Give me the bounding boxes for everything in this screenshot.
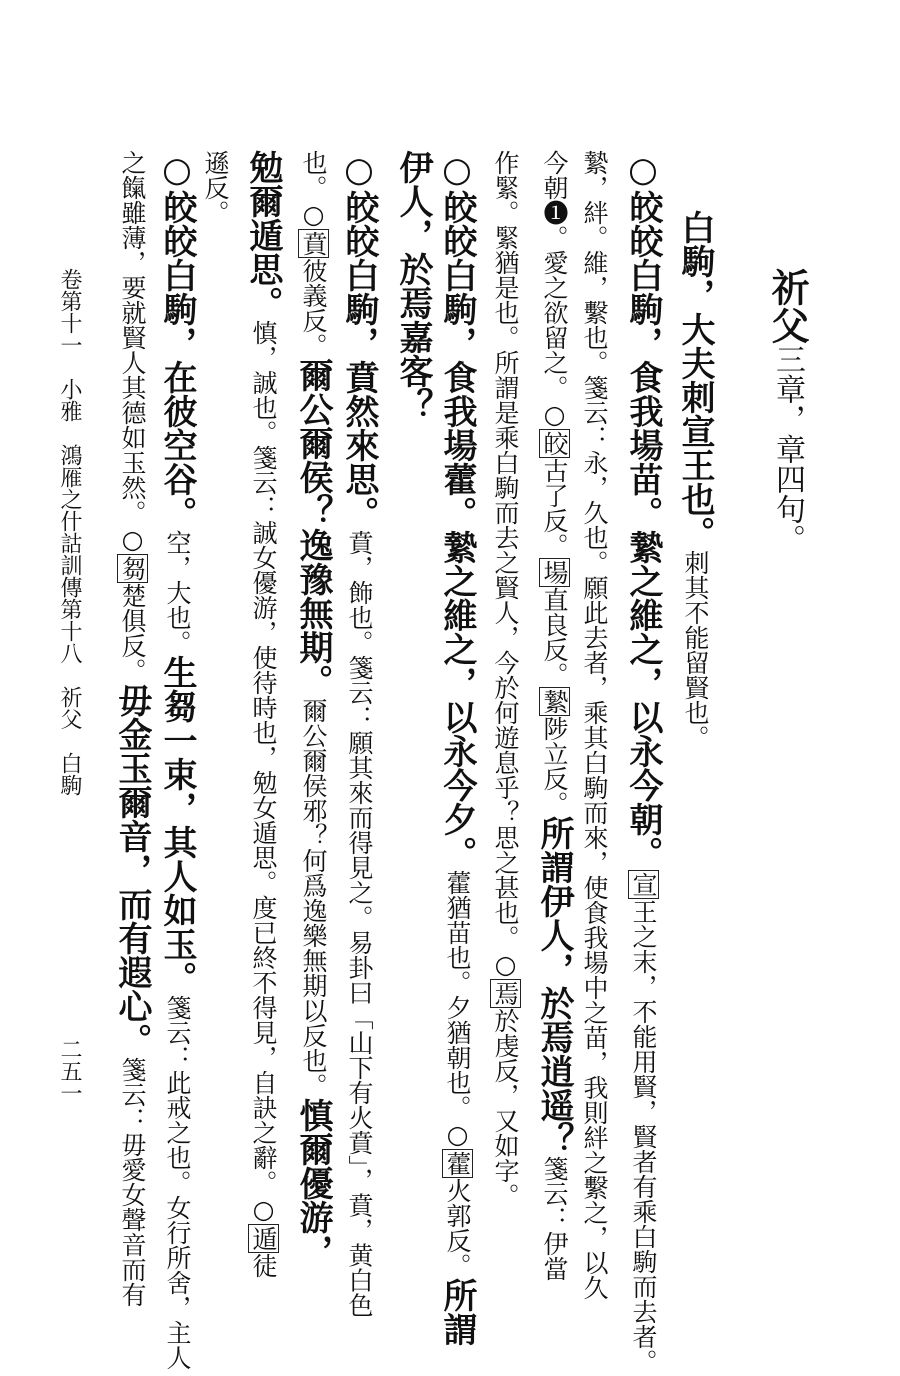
column-text: ○皎皎白駒，在彼空谷。 — [157, 150, 197, 530]
column-text: 箋云：毋愛女聲音而有 — [118, 1057, 147, 1307]
column-text: 爾公爾侯邪？何爲逸樂無期以反也。 — [299, 698, 328, 1098]
boxed-character: 皎 — [540, 431, 569, 456]
text-column-3 — [582, 150, 607, 1300]
boxed-character: 芻 — [118, 556, 147, 581]
column-text: 伊人，於焉嘉客？ — [393, 150, 433, 422]
text-column-7 — [393, 150, 433, 422]
column-text: 爾公爾侯？ — [293, 358, 333, 528]
column-text: 勉爾遁思。 — [243, 150, 283, 320]
column-text: 徒 — [249, 1253, 278, 1278]
column-text: 慎爾優游， — [293, 1098, 333, 1268]
text-column-6 — [437, 150, 477, 1346]
column-text: 縶之維之，以永今朝。 — [623, 530, 663, 870]
column-text: 慎，誠也。箋云：誠女優游，使待時也，勉女遁思。度已終不得見，自訣之辭。○ — [249, 320, 278, 1224]
text-column-12 — [157, 150, 197, 1370]
title-chapters: 三章，章四句。 — [770, 344, 805, 554]
text-column-4 — [534, 150, 574, 1281]
column-text: 火郭反。 — [443, 1178, 472, 1278]
column-text: 古了反。 — [540, 458, 569, 558]
column-text: 箋云：此戒之也。女行所舍，主人 — [163, 995, 192, 1370]
column-text: 賁，飾也。箋云：願其來而得見之。易卦曰「山下有火賁」，賁，黄白色 — [345, 530, 374, 1318]
column-text: 於虔反，又如字。 — [491, 1008, 520, 1208]
column-text: 也。○ — [299, 150, 328, 229]
text-column-2 — [623, 150, 663, 1374]
column-text: 縶，絆。維，繫也。箋云：永，久也。願此去者，乘其白駒而來，使食我場中之苗，我則絆之繫之，以久 — [580, 150, 609, 1300]
column-text: 王之末，不能用賢，賢者有乘白駒而去者。 — [629, 899, 658, 1374]
text-column-9 — [293, 150, 333, 1268]
title-name: 祈父 — [765, 268, 810, 344]
text-column-10 — [243, 150, 283, 1278]
section-title — [765, 268, 810, 554]
column-text: 所謂伊人，於焉逍遥？ — [534, 816, 574, 1156]
column-text: 藿猶苗也。夕猶朝也。○ — [443, 870, 472, 1149]
column-text: 空，大也。 — [163, 530, 192, 655]
column-text: 楚俱反。 — [118, 583, 147, 683]
text-column-13 — [112, 150, 152, 1307]
column-text: 箋云：伊當 — [540, 1156, 569, 1281]
column-text: 毋金玉爾音，而有遐心。 — [112, 683, 152, 1057]
column-text: 刺其不能留賢也。 — [681, 550, 710, 750]
column-text: 縶之維之，以永今夕。 — [437, 530, 477, 870]
boxed-character: 藿 — [443, 1151, 472, 1176]
column-text: ○皎皎白駒，食我場苗。 — [623, 150, 663, 530]
page-number: 二五一 — [57, 1038, 82, 1104]
text-column-8 — [339, 150, 379, 1318]
column-text: 今朝❶。愛之欲留之。○ — [540, 150, 569, 429]
column-text: 直良反。 — [540, 587, 569, 687]
text-column-11 — [203, 150, 228, 225]
text-column-5 — [493, 150, 518, 1208]
column-text: 白駒，大夫刺宣王也。 — [675, 210, 715, 550]
column-text: 所謂 — [437, 1278, 477, 1346]
boxed-character: 遁 — [249, 1226, 278, 1251]
column-text: 作緊。緊猶是也。所謂是乘白駒而去之賢人，今於何遊息乎？思之甚也。○ — [491, 150, 520, 979]
text-column-1 — [675, 210, 715, 750]
boxed-character: 場 — [540, 560, 569, 585]
running-header: 卷第十一 小雅 鴻雁之什詁訓傳第十八 祈父 白駒 — [57, 268, 82, 796]
column-text: ○皎皎白駒，賁然來思。 — [339, 150, 379, 530]
column-text: 逸豫無期。 — [293, 528, 333, 698]
column-text: 彼義反。 — [299, 258, 328, 358]
column-text: 遜反。 — [201, 150, 230, 225]
boxed-character: 宣 — [629, 872, 658, 897]
column-text: ○皎皎白駒，食我場藿。 — [437, 150, 477, 530]
column-text: 陟立反。 — [540, 716, 569, 816]
column-text: 之餼雖薄，要就賢人其德如玉然。○ — [118, 150, 147, 554]
boxed-character: 縶 — [540, 689, 569, 714]
boxed-character: 焉 — [491, 981, 520, 1006]
column-text: 生芻一束，其人如玉。 — [157, 655, 197, 995]
boxed-character: 賁 — [299, 231, 328, 256]
